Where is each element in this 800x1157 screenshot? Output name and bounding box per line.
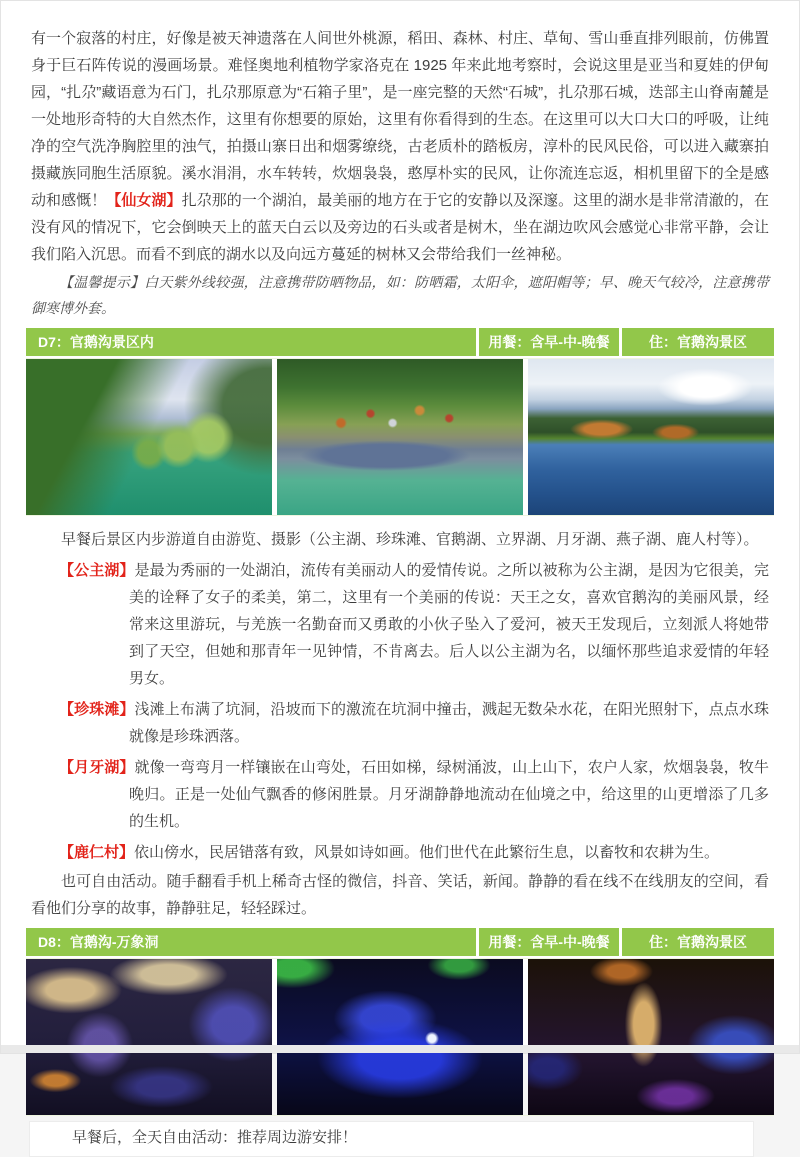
tip-text: 白天紫外线较强，注意携带防晒物品，如：防晒霜，太阳伞，遮阳帽等；早、晚天气较冷，注意携带御寒博外套。 xyxy=(31,275,770,317)
day7-stay: 住：官鹅沟景区 xyxy=(619,328,774,356)
day7-free-activity: 也可自由活动。随手翻看手机上稀奇古怪的微信，抖音、笑话，新闻。静静的看在线不在线朋友的空间，看看他们分享的故事，静静驻足，轻轻踩过。 xyxy=(31,873,769,917)
tip-label: 【温馨提示】 xyxy=(59,275,145,291)
intro-paragraph xyxy=(31,25,769,268)
day8-title: D8：官鹅沟-万象洞 xyxy=(38,934,159,950)
tip-paragraph xyxy=(31,270,769,322)
photo-green-mountain-lake xyxy=(26,359,272,515)
day7-meals: 用餐：含早-中-晚餐 xyxy=(476,328,619,356)
day8-header-bar xyxy=(26,928,774,956)
intro-text-after: 扎尕那的一个湖泊，最美丽的地方在于它的安静以及深邃。这里的湖水是非常清澈的，在没有风的情况下，它会倒映天上的蓝天白云以及旁边的石头或者是树木，坐在湖边吹风会感觉心非常平静，会让我们陷入沉思。而看不到底的湖水以及向远方蔓延的树林又会带给我们一丝神秘。 xyxy=(31,192,769,263)
spot-princess-lake-label: 【公主湖】 xyxy=(59,562,135,579)
spot-crescent-lake-text: 就像一弯弯月一样镶嵌在山弯处，石田如梯，绿树涌波，山上山下，农户人家，炊烟袅袅，牧牛晚归。正是一处仙气飘香的修闲胜景。月牙湖静静地流动在仙境之中，给这里的山更增添了几多的生机。 xyxy=(129,759,769,830)
spot-pearl-shoal xyxy=(31,696,769,750)
day8-description-row xyxy=(29,1121,754,1157)
spot-crescent-lake-label: 【月牙湖】 xyxy=(59,759,135,776)
day8-meals: 用餐：含早-中-晚餐 xyxy=(476,928,619,956)
fairy-lake-label: 【仙女湖】 xyxy=(106,192,182,209)
spot-pearl-shoal-text: 浅滩上布满了坑洞，沿坡而下的激流在坑洞中撞击，溅起无数朵水花，在阳光照射下，点点水珠就像是珍珠洒落。 xyxy=(129,701,769,745)
page-bottom-strip xyxy=(1,1045,799,1053)
photo-cave-stalactites xyxy=(26,959,272,1115)
spot-luren-village-text: 依山傍水，民居错落有致，风景如诗如画。他们世代在此繁衍生息，以畜牧和农耕为生。 xyxy=(134,844,720,861)
photo-snow-mountain-reflection xyxy=(528,359,774,515)
spot-luren-village xyxy=(31,839,769,866)
day8-description: 早餐后，全天自由活动：推荐周边游安排！ xyxy=(72,1129,358,1146)
day7-photo-row xyxy=(26,358,774,516)
spot-crescent-lake xyxy=(31,754,769,835)
day7-title: D7：官鹅沟景区内 xyxy=(38,334,154,350)
photo-cave-orange-column xyxy=(528,959,774,1115)
day8-stay: 住：官鹅沟景区 xyxy=(619,928,774,956)
day8-photo-row xyxy=(26,958,774,1116)
photo-tibetan-village-pond xyxy=(277,359,523,515)
day7-description: 早餐后景区内步游道自由游览、摄影（公主湖、珍珠滩、官鹅湖、立界湖、月牙湖、燕子湖、鹿人村等）。 xyxy=(61,531,759,548)
day7-header-bar xyxy=(26,328,774,356)
spot-luren-village-label: 【鹿仁村】 xyxy=(59,844,135,861)
spot-princess-lake-text: 是最为秀丽的一处湖泊，流传有美丽动人的爱情传说。之所以被称为公主湖，是因为它很美，完美的诠释了女子的柔美，第二，这里有一个美丽的传说：天王之女，喜欢官鹅沟的美丽风景，经常来这里游玩，与羌族一名勤奋而又勇敢的小伙子坠入了爱河，被天王发现后，立刻派人将她带到了天空，但她和那青年一见钟情，不肯离去。后人以公主湖为名，以缅怀那些追求爱情的年轻男女。 xyxy=(129,562,769,687)
spot-pearl-shoal-label: 【珍珠滩】 xyxy=(59,701,135,718)
photo-cave-blue-pool xyxy=(277,959,523,1115)
spot-princess-lake xyxy=(31,557,769,692)
intro-text-before: 有一个寂落的村庄，好像是被天神遗落在人间世外桃源，稻田、森林、村庄、草甸、雪山垂直排列眼前，仿佛置身于巨石阵传说的漫画场景。难怪奥地利植物学家洛克在 1925 年来此地考察时，会说这里是亚当和夏娃的伊甸园，“扎尕”藏语意为石门，扎尕那原意为“石箱子里”，是一座完整的天然“石城”，扎尕那石城，迭部主山脊南麓是一处地形奇特的大自然杰作，这里有你想要的原始，这里有你看得到的生态。在这里可以大口大口的呼吸，让纯净的空气洗净胸腔里的浊气，拍摄山寨日出和烟雾缭绕，古老质朴的踏板房，淳朴的民风民俗，可以进入藏寨拍摄藏族同胞生活原貌。溪水涓涓，水车转转，炊烟袅袅，憨厚朴实的民风，让你流连忘返，相机里留下的全是感动和感慨！ xyxy=(31,30,769,209)
